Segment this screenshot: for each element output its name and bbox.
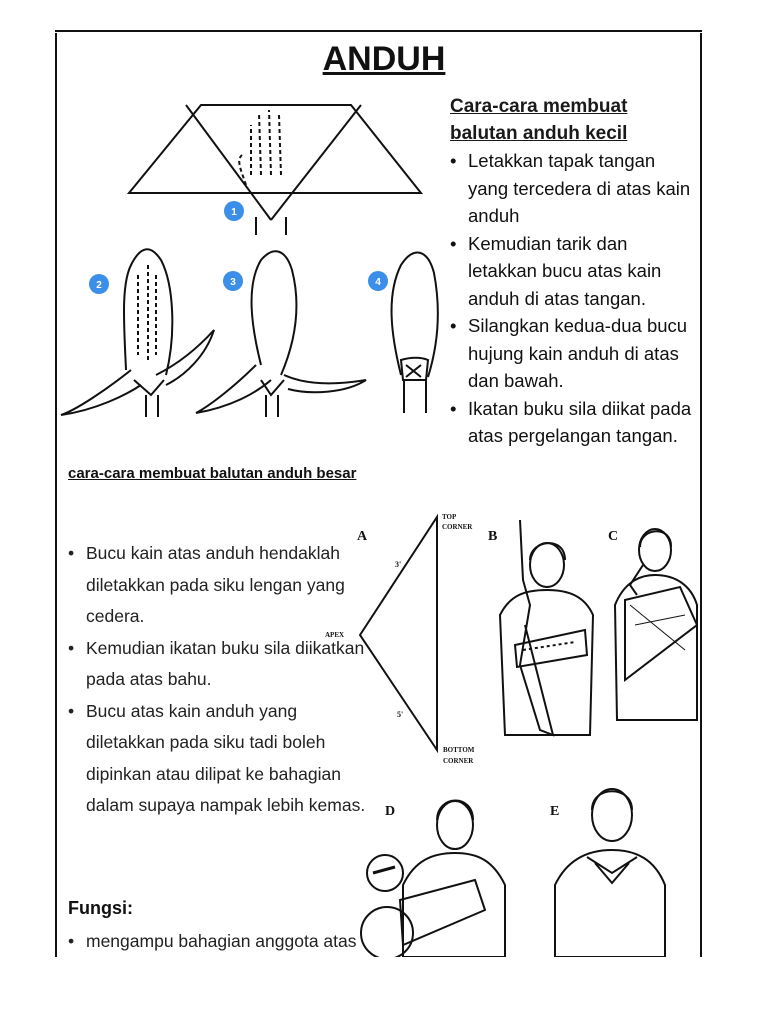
bottom-corner-label-2: CORNER	[443, 757, 474, 765]
badge-2	[89, 274, 109, 294]
list-item: • Bucu atas kain anduh yang diletakkan pada siku tadi boleh dipinkan atau dilipat ke bahagian dalam supaya nampak lebih kemas.	[68, 696, 368, 822]
small-sling-illustrations	[56, 95, 446, 425]
figure-e	[555, 789, 665, 957]
label-a: A	[357, 529, 368, 544]
step-1-figure	[129, 105, 421, 235]
label-d: D	[385, 804, 396, 819]
apex-label: APEX	[325, 631, 345, 639]
list-item: • mengampu bahagian anggota atas	[68, 928, 368, 954]
step-3-figure	[196, 251, 366, 417]
label-e: E	[550, 804, 560, 819]
function-heading: Fungsi:	[68, 898, 133, 918]
top-corner-label: TOP	[442, 513, 457, 521]
large-sling-steps	[68, 538, 368, 822]
figure-c	[615, 529, 697, 720]
svg-text:1: 1	[231, 207, 237, 218]
list-item: • Ikatan buku sila diikat pada atas pergelangan tangan.	[450, 395, 695, 450]
list-item: • Letakkan tapak tangan yang tercedera di atas kain anduh	[450, 147, 695, 230]
top-corner-label-2: CORNER	[442, 523, 473, 531]
top-rule	[55, 30, 702, 32]
badge-3	[223, 271, 243, 291]
small-sling-heading: Cara-cara membuat balutan anduh kecil	[450, 96, 628, 144]
side-label-2: 5'	[397, 710, 404, 719]
list-item: • Bucu kain atas anduh hendaklah diletakkan pada siku lengan yang cedera.	[68, 538, 368, 633]
function-list	[68, 928, 368, 954]
bottom-corner-label: BOTTOM	[443, 746, 475, 754]
page-title: ANDUH	[322, 40, 446, 78]
list-item: • Silangkan kedua-dua bucu hujung kain anduh di atas dan bawah.	[450, 312, 695, 395]
list-item: • Kemudian ikatan buku sila diikatkan pada atas bahu.	[68, 633, 368, 696]
figure-d	[361, 800, 505, 957]
svg-text:2: 2	[96, 280, 102, 291]
large-sling-heading: cara-cara membuat balutan anduh besar	[68, 465, 357, 482]
list-item: • Kemudian tarik dan letakkan bucu atas kain anduh di atas tangan.	[450, 230, 695, 313]
label-b: B	[488, 529, 498, 544]
step-4-figure	[392, 253, 438, 413]
figure-b	[500, 520, 593, 735]
svg-text:3: 3	[230, 277, 236, 288]
label-c: C	[608, 529, 619, 544]
svg-text:4: 4	[375, 277, 381, 288]
step-2-figure	[61, 249, 214, 417]
small-sling-steps	[450, 147, 695, 450]
side-label-1: 3'	[395, 560, 402, 569]
large-sling-illustrations	[325, 505, 702, 957]
badge-1	[224, 201, 244, 221]
badge-4	[368, 271, 388, 291]
